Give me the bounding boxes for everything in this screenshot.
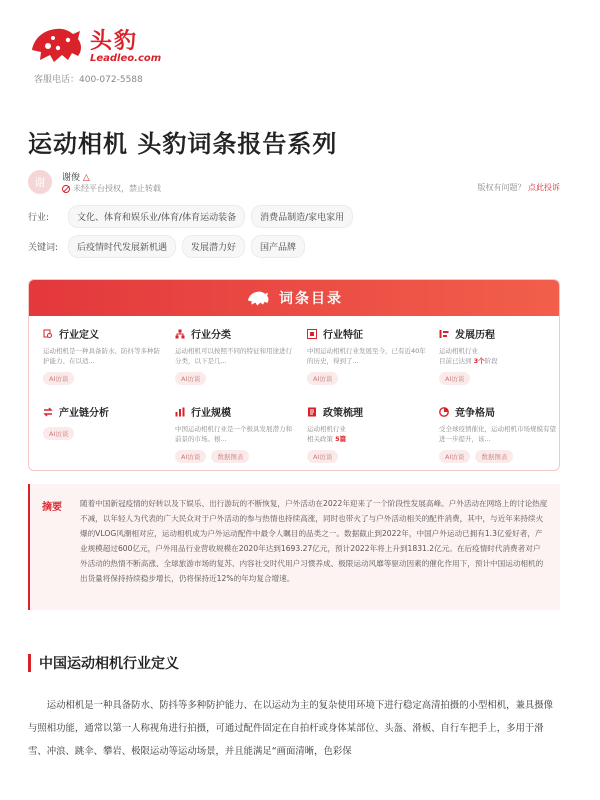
complaint-link[interactable]: 点此投诉 [528, 183, 560, 192]
brand-name: 头豹 [90, 29, 139, 54]
forbidden-icon [62, 185, 70, 193]
search-doc-icon [43, 329, 53, 339]
ai-interview-pill[interactable]: AI访谈 [439, 372, 470, 385]
toc-title: 词条目录 [279, 291, 343, 307]
document-icon [307, 407, 317, 417]
hierarchy-icon [175, 329, 185, 339]
data-chart-pill[interactable]: 数据图表 [475, 450, 513, 463]
toc-card [28, 279, 560, 471]
author-badge-icon: △ [82, 173, 90, 183]
toc-item-policy[interactable]: 政策梳理 运动相机行业 相关政策 5篇 AI访谈 [307, 408, 363, 461]
keyword-tag[interactable]: 发展潜力好 [182, 235, 245, 258]
section-accent-bar [28, 654, 31, 672]
keyword-row [28, 235, 305, 258]
data-chart-pill[interactable]: 数据图表 [211, 450, 249, 463]
abstract-label: 摘要 [42, 502, 62, 513]
ai-interview-pill[interactable]: AI访谈 [175, 372, 206, 385]
industry-tag[interactable]: 消费品制造/家电家用 [251, 205, 353, 228]
leopard-icon [245, 288, 271, 308]
author-name[interactable] [62, 170, 90, 183]
bar-chart-icon [175, 407, 185, 417]
industry-tag[interactable]: 文化、体育和娱乐业/体育/体育运动装备 [68, 205, 245, 228]
author-avatar[interactable]: 谢 [28, 170, 52, 194]
ai-interview-pill[interactable]: AI访谈 [307, 450, 338, 463]
hotline-text: 客服电话：400-072-5588 [34, 75, 143, 85]
reprint-notice [62, 183, 161, 194]
leopard-logo-icon [28, 20, 84, 68]
keyword-tag[interactable]: 后疫情时代发展新机遇 [68, 235, 176, 258]
industry-label: 行业: [28, 213, 50, 223]
toc-item-scale[interactable]: 行业规模 中国运动相机行业是一个极具发展潜力和前景的市场。根... AI访谈 数据图表 [175, 408, 292, 461]
section-title: 中国运动相机行业定义 [39, 656, 179, 672]
toc-item-history[interactable]: 发展历程 运动相机行业 目前已达到 3个阶段 AI访谈 [439, 330, 498, 383]
keyword-label: 关键词: [28, 243, 59, 253]
ai-interview-pill[interactable]: AI访谈 [439, 450, 470, 463]
toc-item-classification[interactable]: 行业分类 运动相机可以按照不同的特征和用途进行分类，以下是几... AI访谈 [175, 330, 292, 383]
copyright-complaint [477, 182, 560, 193]
abstract-text: 随着中国新冠疫情的好转以及下娱乐、出行游玩的不断恢复，户外活动在2022年迎来了一个阶段性发展高峰。户外活动在网络上的讨论热度不减，以年轻人为代表的广大民众对于户外活动的参与热情也持续高涨，同时也带火了与户外活动相关的配件消费，其中，与近年来持续火爆的VLOG风潮相对应，运动相机成为户外运动配件中最令人瞩目的品类之一。数据截止到2022年，中国户外运动已拥有1.3亿爱好者，产业规模超过600亿元，户外用品行业营收规模在2020年达到1693.27亿元，预计2022年将上升到1831.2亿元。在后疫情时代消费者对户外活动的热情不断高涨、全球旅游市场的复苏、内容社交时代用户习惯养成、极限运动风靡等驱动因素的催化作用下，预计中国运动相机的出货量将保持持续稳步增长，仍将保持近12%的年均复合增速。 [80, 499, 548, 583]
industry-row [28, 205, 353, 228]
brand-domain: Leadleo.com [90, 53, 162, 64]
pie-chart-icon [439, 407, 449, 417]
toc-item-definition[interactable]: 行业定义 运动相机是一种具备防水、防抖等多种防护能力、在以适... AI访谈 [43, 330, 160, 383]
toc-item-competition[interactable]: 竞争格局 受全球疫情催化，运动相机市场规模有望进一步提升，该... AI访谈 数据图表 [439, 408, 556, 461]
section-heading [28, 653, 179, 673]
timeline-icon [439, 329, 449, 339]
page-title: 运动相机 头豹词条报告系列 [28, 130, 338, 158]
ai-interview-pill[interactable]: AI访谈 [307, 372, 338, 385]
feature-grid-icon [307, 329, 317, 339]
chain-arrows-icon [43, 407, 53, 417]
abstract-box [28, 484, 560, 610]
ai-interview-pill[interactable]: AI访谈 [43, 427, 74, 440]
brand-logo[interactable] [28, 20, 162, 70]
author-name-text: 谢俊 [62, 173, 81, 183]
reprint-notice-text: 未经平台授权，禁止转载 [73, 184, 161, 193]
keyword-tag[interactable]: 国产品牌 [251, 235, 305, 258]
section-body: 运动相机是一种具备防水、防抖等多种防护能力、在以运动为主的复杂使用环境下进行稳定高清拍摄的小型相机，兼具摄像与照相功能，通常以第一人称视角进行拍摄，可通过配件固定在自拍杆或身体某部位、头盔、滑板、自行车把手上，多用于滑雪、冲浪、跳伞、攀岩、极限运动等运动场景，并且能满足“画面清晰，色彩保 [28, 700, 554, 757]
toc-header [29, 280, 559, 316]
ai-interview-pill[interactable]: AI访谈 [43, 372, 74, 385]
ai-interview-pill[interactable]: AI访谈 [175, 450, 206, 463]
copyright-question: 版权有问题？ [477, 183, 526, 192]
toc-item-features[interactable]: 行业特征 中国运动相机行业发展至今，已有近40年的历史，得到了... AI访谈 [307, 330, 426, 383]
toc-item-chain[interactable]: 产业链分析 AI访谈 [43, 404, 163, 440]
